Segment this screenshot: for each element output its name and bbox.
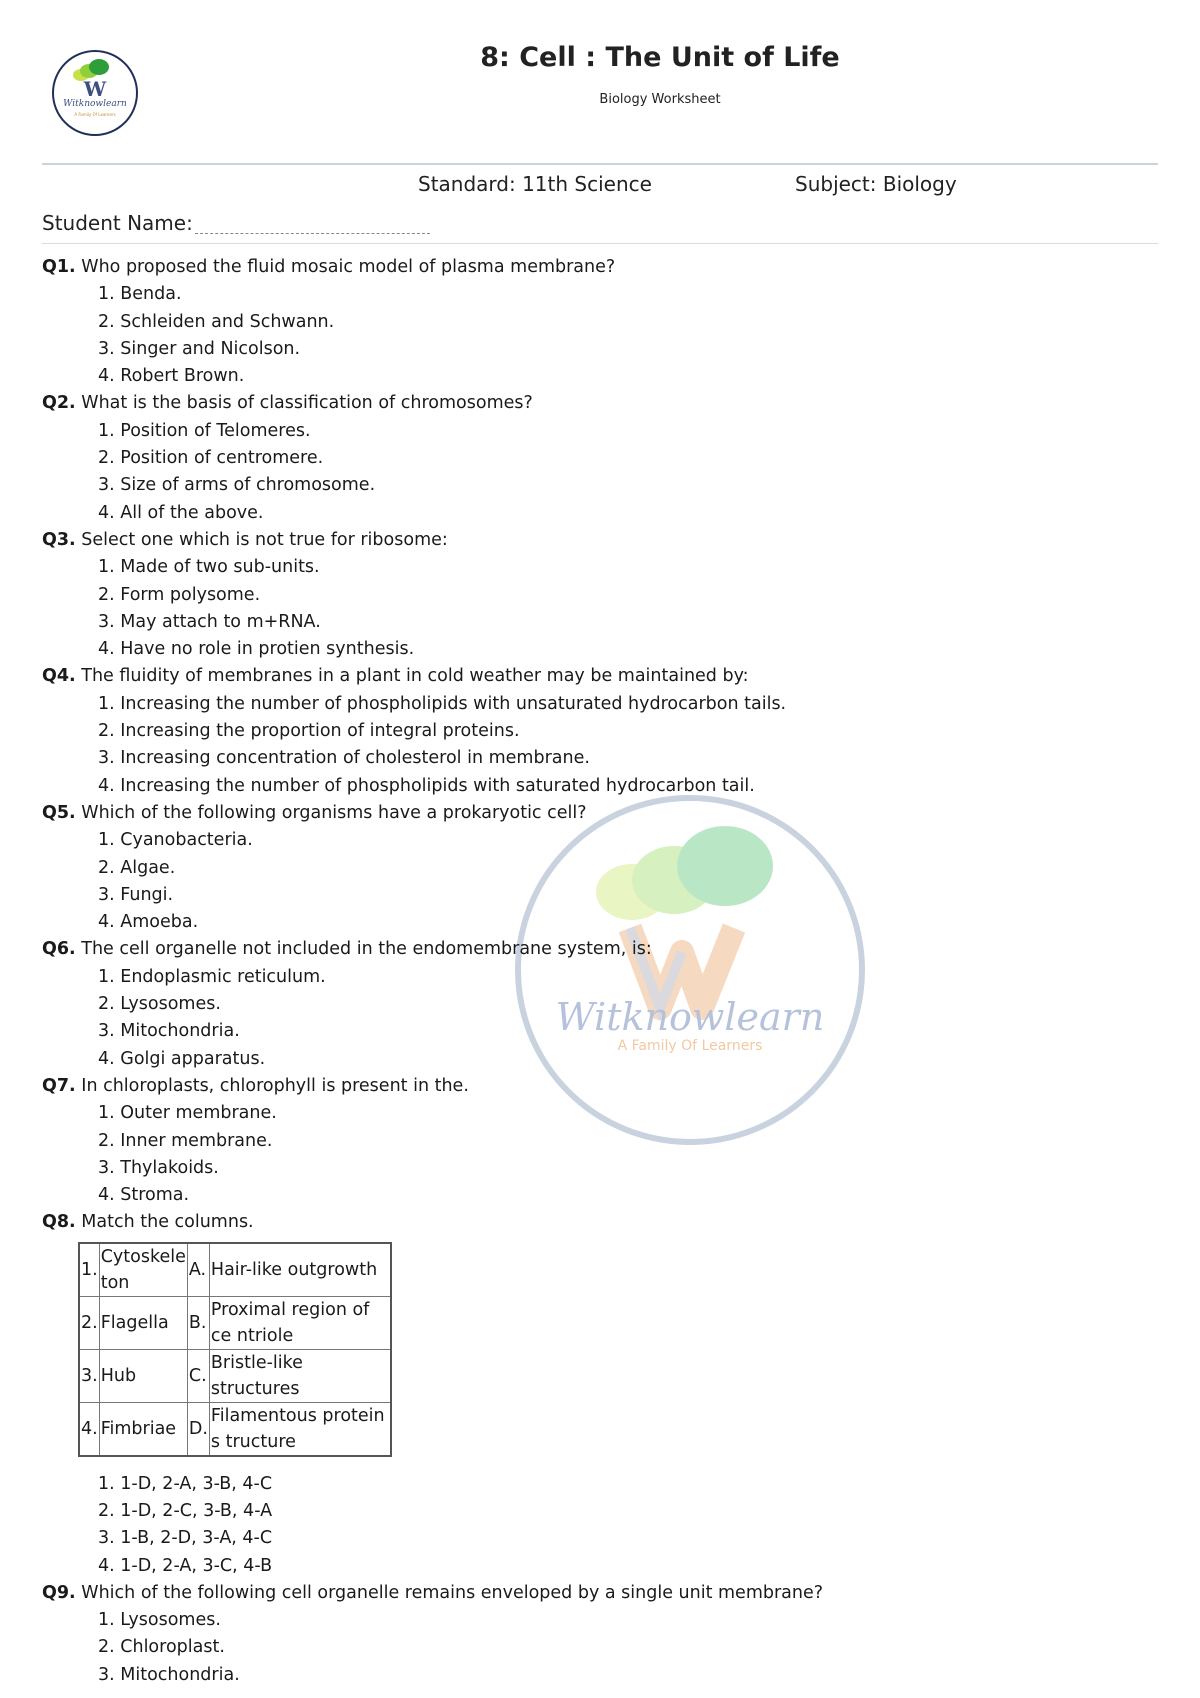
- row-number: 4.: [79, 1402, 99, 1456]
- question-number: Q7.: [42, 1075, 76, 1096]
- question-number: Q6.: [42, 939, 76, 960]
- answer-option[interactable]: 3. Size of arms of chromosome.: [98, 475, 376, 496]
- answer-option[interactable]: 4. Stroma.: [98, 1185, 190, 1206]
- question-text: Match the columns.: [81, 1212, 254, 1233]
- answer-option[interactable]: 1. Endoplasmic reticulum.: [98, 966, 326, 987]
- questions-q1-q7: [42, 254, 1142, 1209]
- row-letter: D.: [187, 1402, 209, 1456]
- match-columns-table: [78, 1242, 392, 1457]
- question-number: Q9.: [42, 1582, 76, 1603]
- row-letter: C.: [187, 1349, 209, 1402]
- question-text: The fluidity of membranes in a plant in cold weather may be maintained by:: [81, 666, 749, 687]
- watermark-tagline: A Family Of Learners: [617, 1038, 763, 1054]
- answer-option[interactable]: 1. Position of Telomeres.: [98, 420, 311, 441]
- brand-logo: [52, 50, 138, 136]
- answer-option[interactable]: 1. Lysosomes.: [98, 1610, 221, 1631]
- answer-option[interactable]: 1. Outer membrane.: [98, 1103, 277, 1124]
- question-number: Q3.: [42, 529, 76, 550]
- question-block: [42, 254, 1142, 390]
- question-block: [42, 663, 1142, 799]
- table-row: [79, 1243, 391, 1297]
- answer-option[interactable]: 2. Form polysome.: [98, 584, 261, 605]
- answer-option[interactable]: 3. 1-B, 2-D, 3-A, 4-C: [98, 1528, 273, 1549]
- answer-option[interactable]: 3. May attach to m+RNA.: [98, 611, 321, 632]
- question-header: [42, 1073, 1142, 1100]
- question-list: [42, 254, 1142, 1689]
- column-a-item: Cytoskele ton: [99, 1243, 187, 1297]
- answer-option[interactable]: 4. Increasing the number of phospholipids with saturated hydrocarbon tail.: [98, 775, 755, 796]
- answer-option[interactable]: 3. Mitochondria.: [98, 1664, 240, 1685]
- answer-option[interactable]: 4. Have no role in protien synthesis.: [98, 639, 415, 660]
- column-a-item: Flagella: [99, 1296, 187, 1349]
- answer-option[interactable]: 3. Singer and Nicolson.: [98, 338, 301, 359]
- student-name-field[interactable]: [195, 233, 430, 234]
- section-divider: [42, 243, 1158, 244]
- column-a-item: Hub: [99, 1349, 187, 1402]
- question-header: [42, 800, 1142, 827]
- answer-option[interactable]: 1. Made of two sub-units.: [98, 557, 320, 578]
- answer-option[interactable]: 4. Amoeba.: [98, 912, 199, 933]
- question-block: [42, 800, 1142, 936]
- answer-option[interactable]: 2. Algae.: [98, 857, 176, 878]
- question-header: [42, 254, 1142, 281]
- answer-option[interactable]: 2. Lysosomes.: [98, 994, 221, 1015]
- answer-option[interactable]: 1. Increasing the number of phospholipids with unsaturated hydrocarbon tails.: [98, 693, 787, 714]
- column-b-item: Filamentous protein s tructure: [209, 1402, 391, 1456]
- question-text: Which of the following cell organelle remains enveloped by a single unit membrane?: [81, 1582, 824, 1603]
- header-divider: [42, 163, 1158, 165]
- question-block: [42, 936, 1142, 1072]
- column-b-item: Proximal region of ce ntriole: [209, 1296, 391, 1349]
- question-header: [42, 390, 1142, 417]
- question-text: The cell organelle not included in the endomembrane system, is:: [81, 939, 652, 960]
- answer-option[interactable]: 3. Mitochondria.: [98, 1021, 240, 1042]
- answer-option[interactable]: 2. Inner membrane.: [98, 1130, 273, 1151]
- student-name-label: Student Name:: [42, 211, 193, 235]
- answer-option[interactable]: 2. Schleiden and Schwann.: [98, 311, 335, 332]
- table-row: [79, 1296, 391, 1349]
- answer-option[interactable]: 2. Chloroplast.: [98, 1637, 225, 1658]
- question-number: Q5.: [42, 802, 76, 823]
- answer-option[interactable]: 3. Thylakoids.: [98, 1157, 219, 1178]
- row-letter: B.: [187, 1296, 209, 1349]
- question-number: Q1.: [42, 257, 76, 277]
- column-a-item: Fimbriae: [99, 1402, 187, 1456]
- svg-text:W: W: [83, 77, 107, 101]
- question-number: Q4.: [42, 666, 76, 687]
- question-block: [42, 390, 1142, 526]
- answer-option[interactable]: 1. Cyanobacteria.: [98, 830, 253, 851]
- watermark-text: Witknowlearn: [555, 995, 825, 1039]
- row-letter: A.: [187, 1243, 209, 1297]
- answer-option[interactable]: 4. Robert Brown.: [98, 366, 245, 387]
- worksheet-title: 8: Cell : The Unit of Life: [480, 42, 840, 73]
- worksheet-subtitle: Biology Worksheet: [599, 92, 721, 107]
- question-text: In chloroplasts, chlorophyll is present in the.: [81, 1075, 469, 1096]
- answer-option[interactable]: 3. Fungi.: [98, 884, 174, 905]
- row-number: 1.: [79, 1243, 99, 1297]
- table-row: [79, 1402, 391, 1456]
- question-q8: [42, 1209, 1142, 1579]
- question-text: Which of the following organisms have a prokaryotic cell?: [81, 802, 587, 823]
- question-q9: [42, 1580, 1142, 1689]
- logo-tree-icon: [54, 52, 136, 134]
- column-b-item: Bristle-like structures: [209, 1349, 391, 1402]
- answer-option[interactable]: 2. Increasing the proportion of integral proteins.: [98, 721, 520, 742]
- logo-wordmark: Witknowlearn: [63, 99, 127, 109]
- column-b-item: Hair-like outgrowth: [209, 1243, 391, 1297]
- question-text: Who proposed the fluid mosaic model of plasma membrane?: [81, 257, 616, 277]
- answer-option[interactable]: 4. Golgi apparatus.: [98, 1048, 266, 1069]
- standard-label: Standard: 11th Science: [418, 172, 652, 196]
- answer-option[interactable]: 2. 1-D, 2-C, 3-B, 4-A: [98, 1500, 273, 1521]
- question-block: [42, 527, 1142, 663]
- question-header: [42, 936, 1142, 963]
- question-text: Select one which is not true for ribosome:: [81, 529, 448, 550]
- answer-option[interactable]: 1. 1-D, 2-A, 3-B, 4-C: [98, 1473, 273, 1494]
- answer-option[interactable]: 4. All of the above.: [98, 502, 264, 523]
- subject-label: Subject: Biology: [795, 172, 957, 196]
- q9-options: [42, 1607, 1142, 1689]
- question-number: Q2.: [42, 393, 76, 414]
- answer-option[interactable]: 2. Position of centromere.: [98, 448, 324, 469]
- question-header: [42, 663, 1142, 690]
- row-number: 3.: [79, 1349, 99, 1402]
- logo-tagline: A Family Of Learners: [74, 112, 116, 117]
- row-number: 2.: [79, 1296, 99, 1349]
- answer-option[interactable]: 1. Benda.: [98, 284, 182, 305]
- answer-option[interactable]: 4. 1-D, 2-A, 3-C, 4-B: [98, 1555, 273, 1576]
- answer-option[interactable]: 3. Increasing concentration of cholesterol in membrane.: [98, 748, 590, 769]
- question-header: [42, 527, 1142, 554]
- question-text: What is the basis of classification of chromosomes?: [81, 393, 533, 414]
- table-row: [79, 1349, 391, 1402]
- question-block: [42, 1073, 1142, 1209]
- q8-options: [42, 1471, 1142, 1580]
- question-number: Q8.: [42, 1212, 76, 1233]
